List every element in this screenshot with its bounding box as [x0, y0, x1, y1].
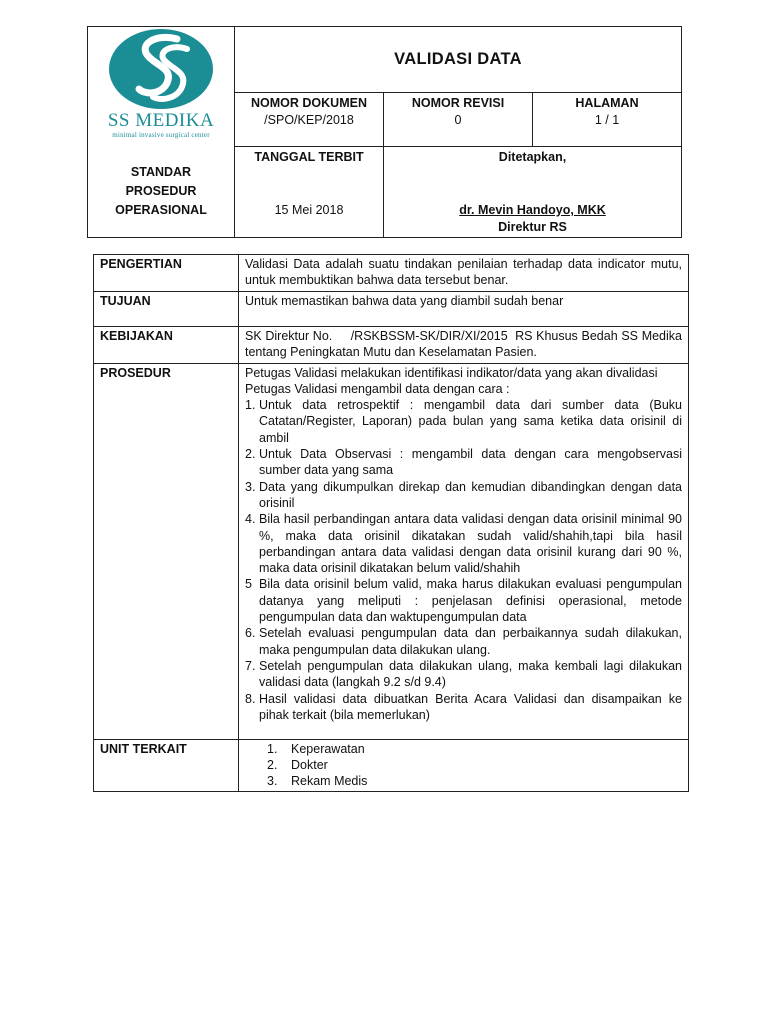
step-number: 6. — [245, 626, 256, 641]
step-text: Setelah evaluasi pengumpulan data dan perbaikannya sudah dilakukan, maka pengumpulan data dilakukan ulang. — [259, 626, 682, 657]
halaman-label: HALAMAN — [575, 96, 639, 110]
spo-label-line: PROSEDUR — [125, 184, 197, 198]
step-text: Bila data orisinil belum valid, maka harus dilakukan evaluasi pengumpulan datanya yang meliputi : penjelasan definisi operasional, metode pengumpulan data dan waktupengumpulan data — [259, 577, 682, 625]
unit-list — [245, 741, 682, 790]
tanggal-terbit-label: TANGGAL TERBIT — [254, 150, 364, 164]
halaman-value: 1 / 1 — [594, 113, 620, 127]
prosedur-label: PROSEDUR — [94, 363, 239, 739]
nomor-revisi-value: 0 — [454, 113, 462, 127]
prosedur-step — [245, 511, 682, 576]
step-text: Untuk Data Observasi : mengambil data dengan cara mengobservasi sumber data yang sama — [259, 447, 682, 478]
tujuan-label: TUJUAN — [94, 292, 239, 327]
prosedur-step — [245, 658, 682, 691]
pengertian-row — [94, 255, 689, 292]
step-text: Data yang dikumpulkan direkap dan kemudian dibandingkan dengan data orisinil — [259, 479, 682, 510]
step-number: 8. — [245, 691, 256, 706]
spo-label-line: STANDAR — [130, 165, 192, 179]
nomor-dokumen-value: /SPO/KEP/2018 — [264, 113, 354, 127]
prosedur-content — [239, 363, 689, 739]
document-title: VALIDASI DATA — [394, 50, 522, 68]
prosedur-row — [94, 363, 689, 739]
prosedur-step — [245, 479, 682, 512]
list-item — [245, 773, 682, 789]
prosedur-intro-line: Petugas Validasi melakukan identifikasi indikator/data yang akan divalidasi — [245, 365, 658, 380]
step-text: Setelah pengumpulan data dilakukan ulang, maka kembali lagi dilakukan validasi data (langkah 9.2 s/d 9.4) — [259, 658, 682, 690]
sop-header-table — [87, 26, 682, 238]
brand-tagline: minimal invasive surgical center — [112, 131, 210, 139]
step-number: 4. — [245, 512, 256, 527]
nomor-revisi-label: NOMOR REVISI — [411, 96, 505, 110]
signatory-name: dr. Mevin Handoyo, MKK — [459, 203, 606, 217]
step-text: Bila hasil perbandingan antara data validasi dengan data orisinil minimal 90 %, maka data orisinil dikatakan sudah valid/shahih,tapi bila hasil perbandingan antara data validasi dengan data orisinil kurang dari 90 %, maka data orisinil dikatakan belum valid/shahih — [259, 512, 682, 576]
prosedur-step — [245, 625, 682, 658]
brand-name: SS MEDIKA — [107, 110, 215, 131]
tujuan-row — [94, 292, 689, 327]
list-item-number: 1. — [267, 741, 278, 756]
title-cell — [235, 27, 682, 93]
halaman-cell — [533, 93, 682, 147]
ss-medika-logo-icon — [107, 27, 215, 111]
step-number: 2. — [245, 447, 256, 462]
ss-medika-logo — [96, 27, 226, 141]
pengertian-text: Validasi Data adalah suatu tindakan penilaian terhadap data indicator mutu, untuk membuktikan bahwa data tersebut benar. — [239, 255, 689, 292]
ditetapkan-label: Ditetapkan, — [498, 150, 567, 164]
list-item-number: 2. — [267, 757, 278, 772]
unit-terkait-label: UNIT TERKAIT — [94, 739, 239, 792]
list-item-number: 3. — [267, 774, 278, 789]
logo-cell — [88, 27, 235, 238]
kebijakan-text: SK Direktur No. /RSKBSSM-SK/DIR/XI/2015 RS Khusus Bedah SS Medika tentang Peningkatan Mutu dan Keselamatan Pasien. — [239, 327, 689, 364]
prosedur-step — [245, 446, 682, 479]
tanggal-terbit-value: 15 Mei 2018 — [274, 203, 344, 217]
kebijakan-row — [94, 327, 689, 364]
nomor-dokumen-label: NOMOR DOKUMEN — [251, 96, 367, 110]
list-item — [245, 757, 682, 773]
spo-label-line: OPERASIONAL — [115, 203, 207, 217]
unit-terkait-content — [239, 739, 689, 792]
nomor-revisi-cell — [384, 93, 533, 147]
tujuan-text: Untuk memastikan bahwa data yang diambil sudah benar — [239, 292, 689, 327]
step-number: 5 — [245, 577, 252, 592]
sop-content-table — [93, 254, 689, 792]
pengertian-label: PENGERTIAN — [94, 255, 239, 292]
nomor-dokumen-cell — [235, 93, 384, 147]
list-item-text: Keperawatan — [291, 741, 365, 756]
prosedur-intro-line: Petugas Validasi mengambil data dengan cara : — [245, 381, 510, 396]
spo-label — [88, 163, 234, 220]
ditetapkan-cell — [384, 147, 682, 238]
list-item — [245, 741, 682, 757]
step-number: 7. — [245, 658, 256, 673]
list-item-text: Dokter — [291, 757, 328, 772]
kebijakan-label: KEBIJAKAN — [94, 327, 239, 364]
tanggal-terbit-cell — [235, 147, 384, 238]
prosedur-step — [245, 576, 682, 625]
prosedur-step — [245, 397, 682, 446]
step-text: Hasil validasi data dibuatkan Berita Acara Validasi dan disampaikan ke pihak terkait (bila memerlukan) — [259, 691, 682, 722]
list-item-text: Rekam Medis — [291, 774, 368, 789]
step-number: 3. — [245, 479, 256, 494]
prosedur-step — [245, 691, 682, 724]
step-number: 1. — [245, 398, 256, 413]
signatory-position: Direktur RS — [498, 220, 567, 234]
unit-terkait-row — [94, 739, 689, 792]
step-text: Untuk data retrospektif : mengambil data dari sumber data (Buku Catatan/Register, Laporan) pada bulan yang sama ketika data orisinil di ambil — [259, 398, 682, 445]
